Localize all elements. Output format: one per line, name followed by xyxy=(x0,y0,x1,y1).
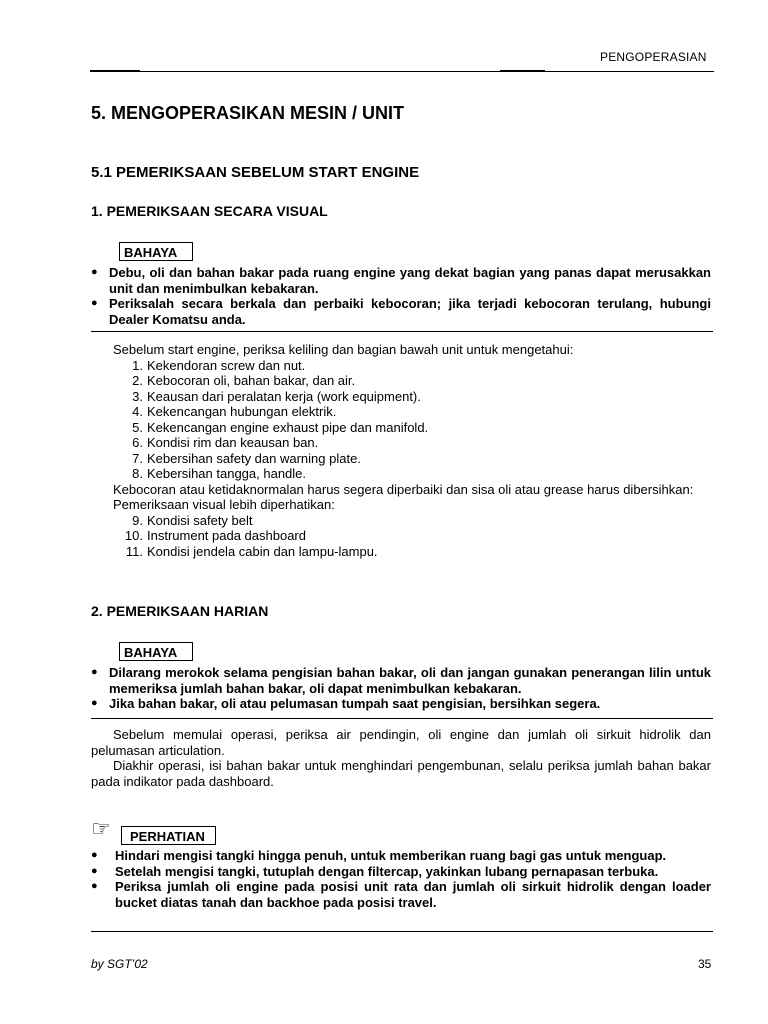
danger-item: ● Jika bahan bakar, oli atau pelumasan tumpah saat pengisian, bersihkan segera. xyxy=(91,696,711,712)
checklist-item: 3. Keausan dari peralatan kerja (work equipment). xyxy=(132,388,421,404)
checklist-item: 9. Kondisi safety belt xyxy=(132,512,253,528)
visual-check-body xyxy=(91,342,711,559)
header-rule-accent-right xyxy=(500,70,545,72)
divider xyxy=(91,718,713,719)
checklist-item: 8. Kebersihan tangga, handle. xyxy=(132,466,307,481)
checklist-item: 10. Instrument pada dashboard xyxy=(124,528,306,543)
running-header: PENGOPERASIAN xyxy=(600,50,707,64)
danger-label-box xyxy=(119,242,193,261)
caution-list xyxy=(91,848,711,910)
visual-intro: Sebelum start engine, periksa keliling dan bagian bawah unit untuk mengetahui: xyxy=(113,342,574,357)
checklist-item: 6. Kondisi rim dan keausan ban. xyxy=(132,435,319,450)
checklist-item: 2. Kebocoran oli, bahan bakar, dan air. xyxy=(132,373,356,388)
section-title: 5.1 PEMERIKSAAN SEBELUM START ENGINE xyxy=(91,164,420,181)
daily-check-heading: 2. PEMERIKSAAN HARIAN xyxy=(91,603,269,619)
caution-item: ● Periksa jumlah oli engine pada posisi unit rata dan jumlah oli sirkuit hidrolik dengan loader bucket diatas tanah dan backhoe pada posisi travel. xyxy=(91,879,711,910)
header-rule-accent-left xyxy=(90,70,140,72)
checklist-item: 7. Kebersihan safety dan warning plate. xyxy=(132,450,361,466)
daily-check-body xyxy=(91,727,711,789)
header-rule xyxy=(90,71,714,72)
caution-label: PERHATIAN xyxy=(130,829,205,844)
daily-para-1: Sebelum memulai operasi, periksa air pendingin, oli engine dan jumlah oli sirkuit hidrolik dan pelumasan articulation. xyxy=(91,727,711,758)
danger-item: ● Periksalah secara berkala dan perbaiki kebocoran; jika terjadi kebocoran terulang, hubungi Dealer Komatsu anda. xyxy=(91,296,711,327)
visual-intro-2: Pemeriksaan visual lebih diperhatikan: xyxy=(113,497,335,512)
visual-note: Kebocoran atau ketidaknormalan harus segera diperbaiki dan sisa oli atau grease harus dibersihkan: xyxy=(113,481,694,497)
caution-item: ● Hindari mengisi tangki hingga penuh, untuk memberikan ruang bagi gas untuk menguap. xyxy=(91,848,711,864)
danger-label-box xyxy=(119,642,193,661)
checklist-item: 5. Kekencangan engine exhaust pipe dan manifold. xyxy=(132,419,429,435)
page-number: 35 xyxy=(698,957,712,971)
caution-item: ● Setelah mengisi tangki, tutuplah dengan filtercap, yakinkan lubang pernapasan terbuka. xyxy=(91,864,711,880)
danger-list xyxy=(91,265,711,327)
daily-para-2: Diakhir operasi, isi bahan bakar untuk menghindari pengembunan, selalu periksa jumlah bahan bakar pada indikator pada dashboard. xyxy=(91,758,711,789)
danger-label: BAHAYA xyxy=(124,645,178,660)
danger-item: ● Dilarang merokok selama pengisian bahan bakar, oli dan jangan gunakan penerangan lilin untuk memeriksa jumlah bahan bakar, oli dapat menimbulkan kebakaran. xyxy=(91,665,711,696)
danger-list xyxy=(91,665,711,712)
checklist-item: 1. Kekendoran screw dan nut. xyxy=(132,357,306,373)
divider xyxy=(91,331,713,332)
caution-label-box xyxy=(121,826,216,845)
pointing-hand-icon: ☞ xyxy=(91,816,111,841)
checklist-item: 4. Kekencangan hubungan elektrik. xyxy=(132,404,337,419)
danger-item: ● Debu, oli dan bahan bakar pada ruang engine yang dekat bagian yang panas dapat merusakkan unit dan menimbulkan kebakaran. xyxy=(91,265,711,296)
footer-credit: by SGT’02 xyxy=(91,957,148,971)
visual-check-heading: 1. PEMERIKSAAN SECARA VISUAL xyxy=(91,203,328,219)
danger-label: BAHAYA xyxy=(124,245,178,260)
divider xyxy=(91,931,713,932)
checklist-item: 11. Kondisi jendela cabin dan lampu-lampu. xyxy=(125,543,378,559)
chapter-title: 5. MENGOPERASIKAN MESIN / UNIT xyxy=(91,103,405,123)
